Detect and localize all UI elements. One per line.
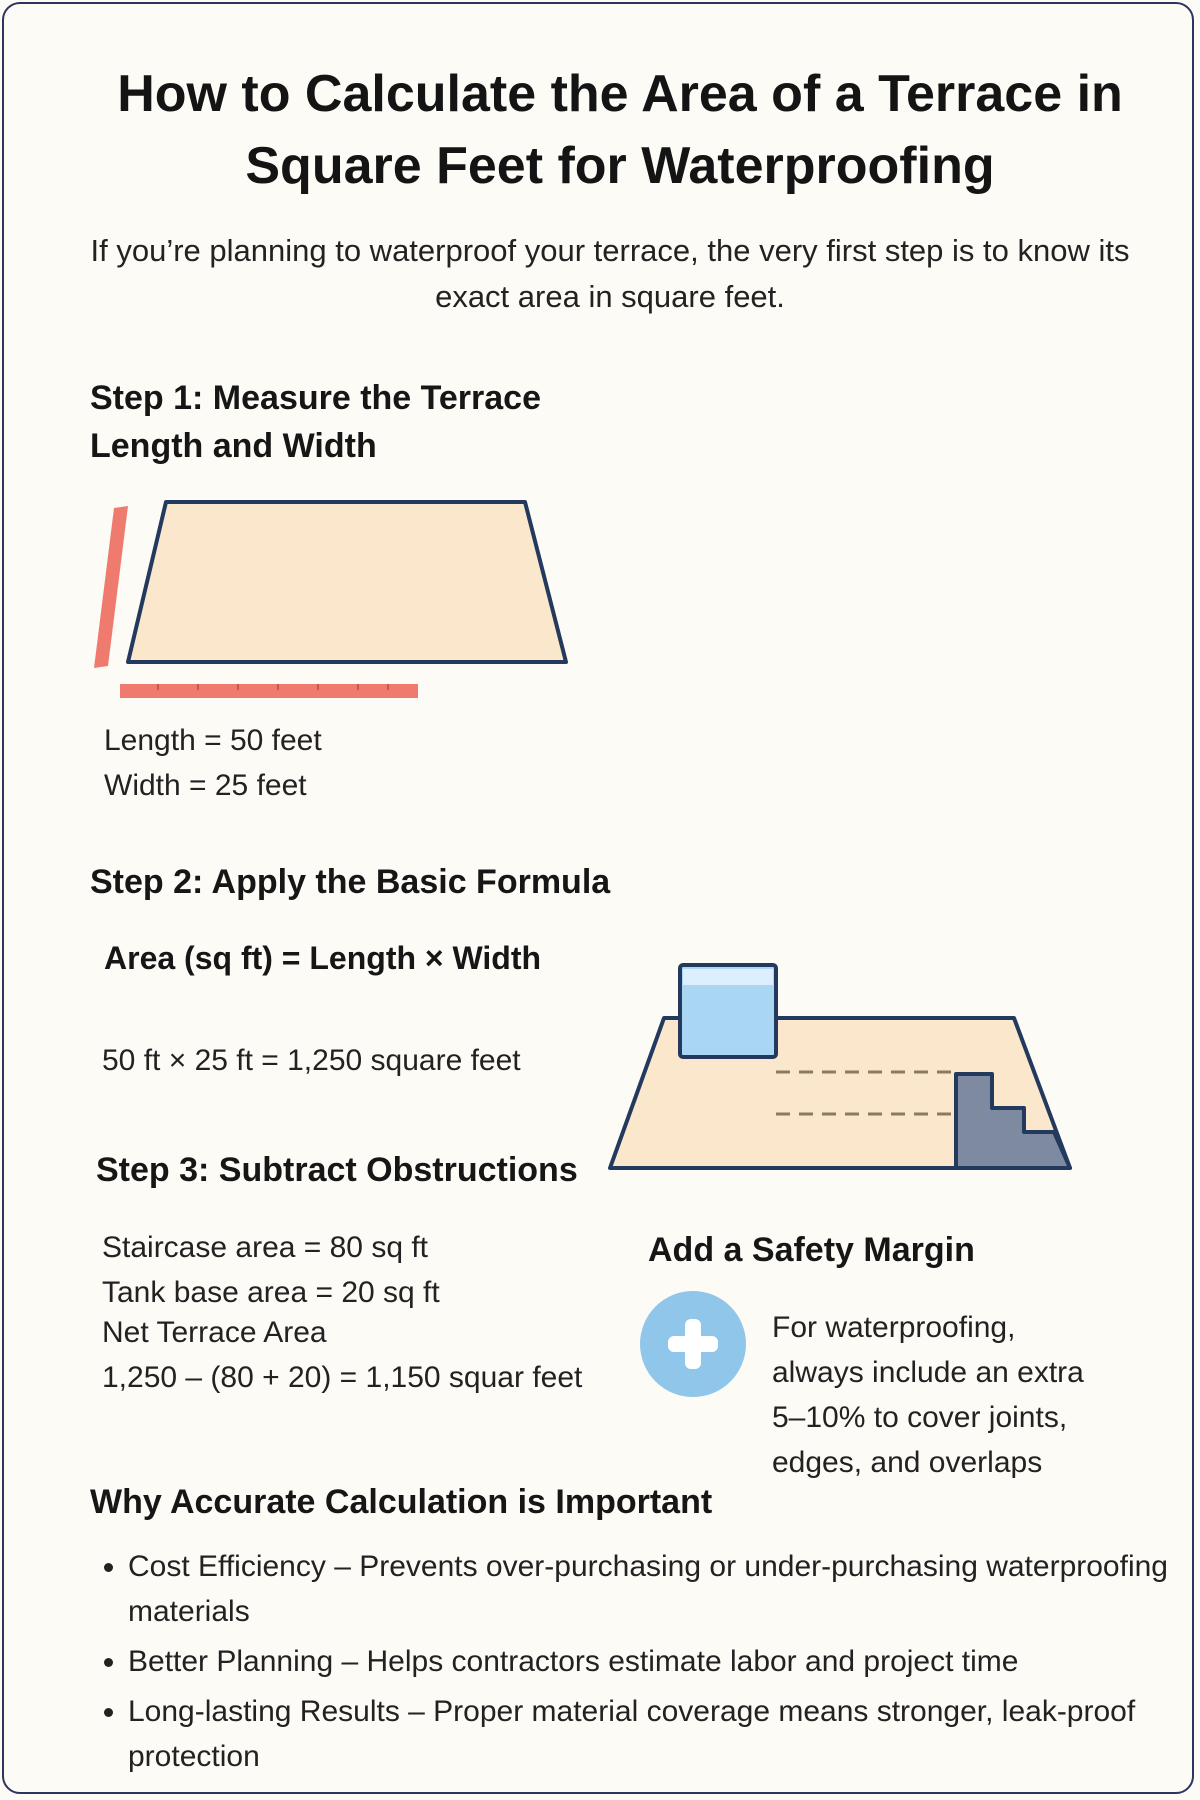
horizontal-ruler <box>120 684 418 698</box>
water-tank-top <box>683 969 773 985</box>
staircase-area: Staircase area = 80 sq ft <box>102 1231 429 1264</box>
plus-icon-vertical <box>685 1319 701 1369</box>
safety-line-2: always include an extra <box>772 1356 1084 1389</box>
safety-line-3: 5–10% to cover joints, <box>772 1401 1068 1434</box>
step1-heading <box>90 374 541 470</box>
title-text: How to Calculate the Area of a Terrace in Square Feet for Waterproofing <box>117 65 1123 195</box>
formula-text: Area (sq ft) = Length × Width <box>104 940 542 976</box>
step2-heading: Step 2: Apply the Basic Formula <box>90 863 611 901</box>
step3-values <box>102 1225 582 1400</box>
step1-values <box>104 718 322 808</box>
terrace-measure-diagram <box>88 494 608 714</box>
safety-heading: Add a Safety Margin <box>648 1231 975 1269</box>
why-item-results: • Long-lasting Results – Proper material coverage means stronger, leak-proof protection <box>128 1689 1188 1779</box>
width-value: Width = 25 feet <box>104 769 307 802</box>
why-item-cost: • Cost Efficiency – Prevents over-purchasing or under-purchasing waterproofing materials <box>128 1544 1188 1634</box>
net-area-calc: 1,250 – (80 + 20) = 1,150 squar feet <box>102 1361 583 1394</box>
safety-text <box>772 1305 1084 1485</box>
step3-heading: Step 3: Subtract Obstructions <box>96 1151 578 1189</box>
plus-icon <box>640 1291 746 1397</box>
tank-area: Tank base area = 20 sq ft <box>102 1276 440 1309</box>
intro-paragraph: If you’re planning to waterproof your terrace, the very first step is to know its exact area in square feet. <box>90 233 1130 314</box>
why-item-planning: • Better Planning – Helps contractors estimate labor and project time <box>128 1639 1188 1684</box>
why-heading: Why Accurate Calculation is Important <box>90 1483 713 1521</box>
formula-example: 50 ft × 25 ft = 1,250 square feet <box>102 1044 521 1077</box>
why-list <box>90 1544 1188 1784</box>
net-area-label: Net Terrace Area <box>102 1316 327 1349</box>
safety-line-4: edges, and overlaps <box>772 1446 1043 1479</box>
step1-heading-line2: Length and Width <box>90 427 377 465</box>
vertical-ruler <box>94 506 128 668</box>
length-value: Length = 50 feet <box>104 724 322 757</box>
terrace-obstruction-diagram <box>606 960 1086 1190</box>
safety-line-1: For waterproofing, <box>772 1311 1016 1344</box>
page-title <box>60 58 1180 202</box>
terrace-shape <box>128 502 566 662</box>
step1-heading-line1: Step 1: Measure the Terrace <box>90 379 541 417</box>
